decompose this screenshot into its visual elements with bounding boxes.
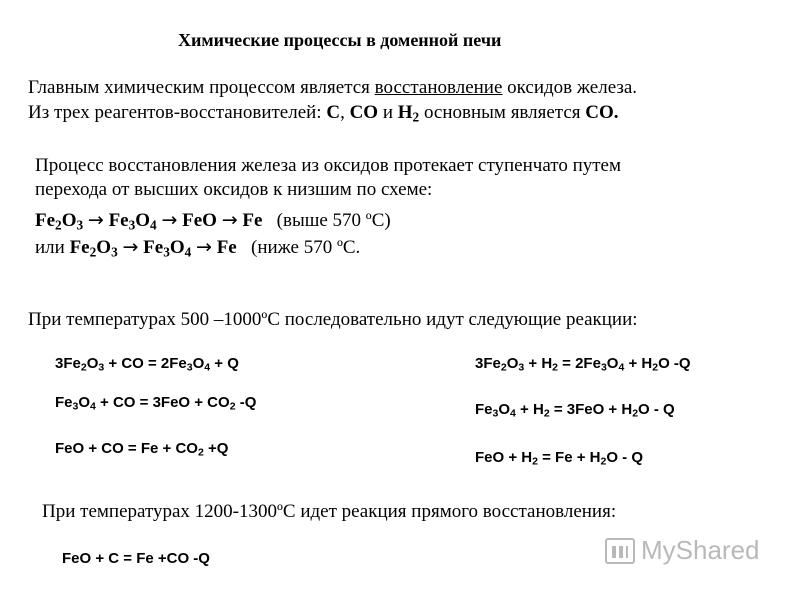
- reagent-h2: [398, 102, 419, 123]
- reagent-co: СО: [349, 102, 379, 123]
- intro-text: и: [382, 102, 393, 123]
- temperature-intro-1200-1300: При температурах 1200-1300ºС идет реакция прямого восстановления:: [42, 501, 617, 522]
- page-title: Химические процессы в доменной печи: [178, 30, 502, 50]
- intro-text: основным является: [419, 102, 586, 123]
- intro-text: Из трех реагентов-восстановителей:: [28, 102, 327, 123]
- scheme-prefix: или: [35, 237, 65, 258]
- watermark: [605, 535, 760, 566]
- underlined-term: восстановление: [374, 77, 503, 98]
- intro-text: Главным химическим процессом является: [28, 77, 375, 98]
- reaction-h2-2: $Fe_3O_4 + H_2 = 3FeO + H_2O - Q$: [475, 401, 675, 420]
- main-reagent: СО.: [585, 102, 619, 123]
- reaction-h2-3: FeO + $H_2 = Fe + H_2O - Q$: [475, 449, 643, 468]
- process-line-1: Процесс восстановления железа из оксидов протекает ступенчато путем: [35, 155, 622, 176]
- reaction-h2-1: $3Fe_2O_3 + H_2 = 2Fe_3O_4 + H_2O$ -Q: [475, 355, 691, 374]
- presentation-icon: [605, 538, 635, 564]
- h-symbol: Н: [397, 102, 413, 123]
- process-line-2: перехода от высших оксидов к низшим по схеме:: [35, 179, 433, 200]
- reaction-direct: FeO + C = Fe +CO -Q: [62, 550, 210, 567]
- scheme-note: (выше 570 ºС): [276, 210, 391, 231]
- intro-line-1: [28, 76, 637, 100]
- watermark-text: MyShared: [641, 535, 760, 565]
- intro-text: оксидов железа.: [502, 77, 638, 98]
- reagent-c: С: [326, 102, 341, 123]
- scheme-below-570: или $Fe_2O_3 \to Fe_3O_4 \to Fe$ (ниже 570 ºС.: [35, 236, 361, 260]
- intro-line-2: Из трех реагентов-восстановителей: С, СО и $Н_2$ основным является СО.: [28, 102, 619, 125]
- h-subscript: 2: [412, 109, 420, 125]
- reaction-co-1: $3Fe_2O_3$ + CO = $2Fe_3O_4 + Q$: [55, 355, 239, 374]
- temperature-intro-500-1000: При температурах 500 –1000ºС последовательно идут следующие реакции:: [28, 309, 638, 330]
- scheme-above-570: $Fe_2O_3 \to Fe_3O_4$ → FeO → Fe (выше 570 ºС): [35, 209, 391, 233]
- scheme-note: (ниже 570 ºС.: [251, 237, 361, 258]
- reaction-co-3: FeO + CO = $Fe + CO_2 +Q$: [55, 440, 229, 459]
- reaction-co-2: $Fe_3O_4$ + CO = $3FeO + CO_2$ -Q: [55, 394, 257, 413]
